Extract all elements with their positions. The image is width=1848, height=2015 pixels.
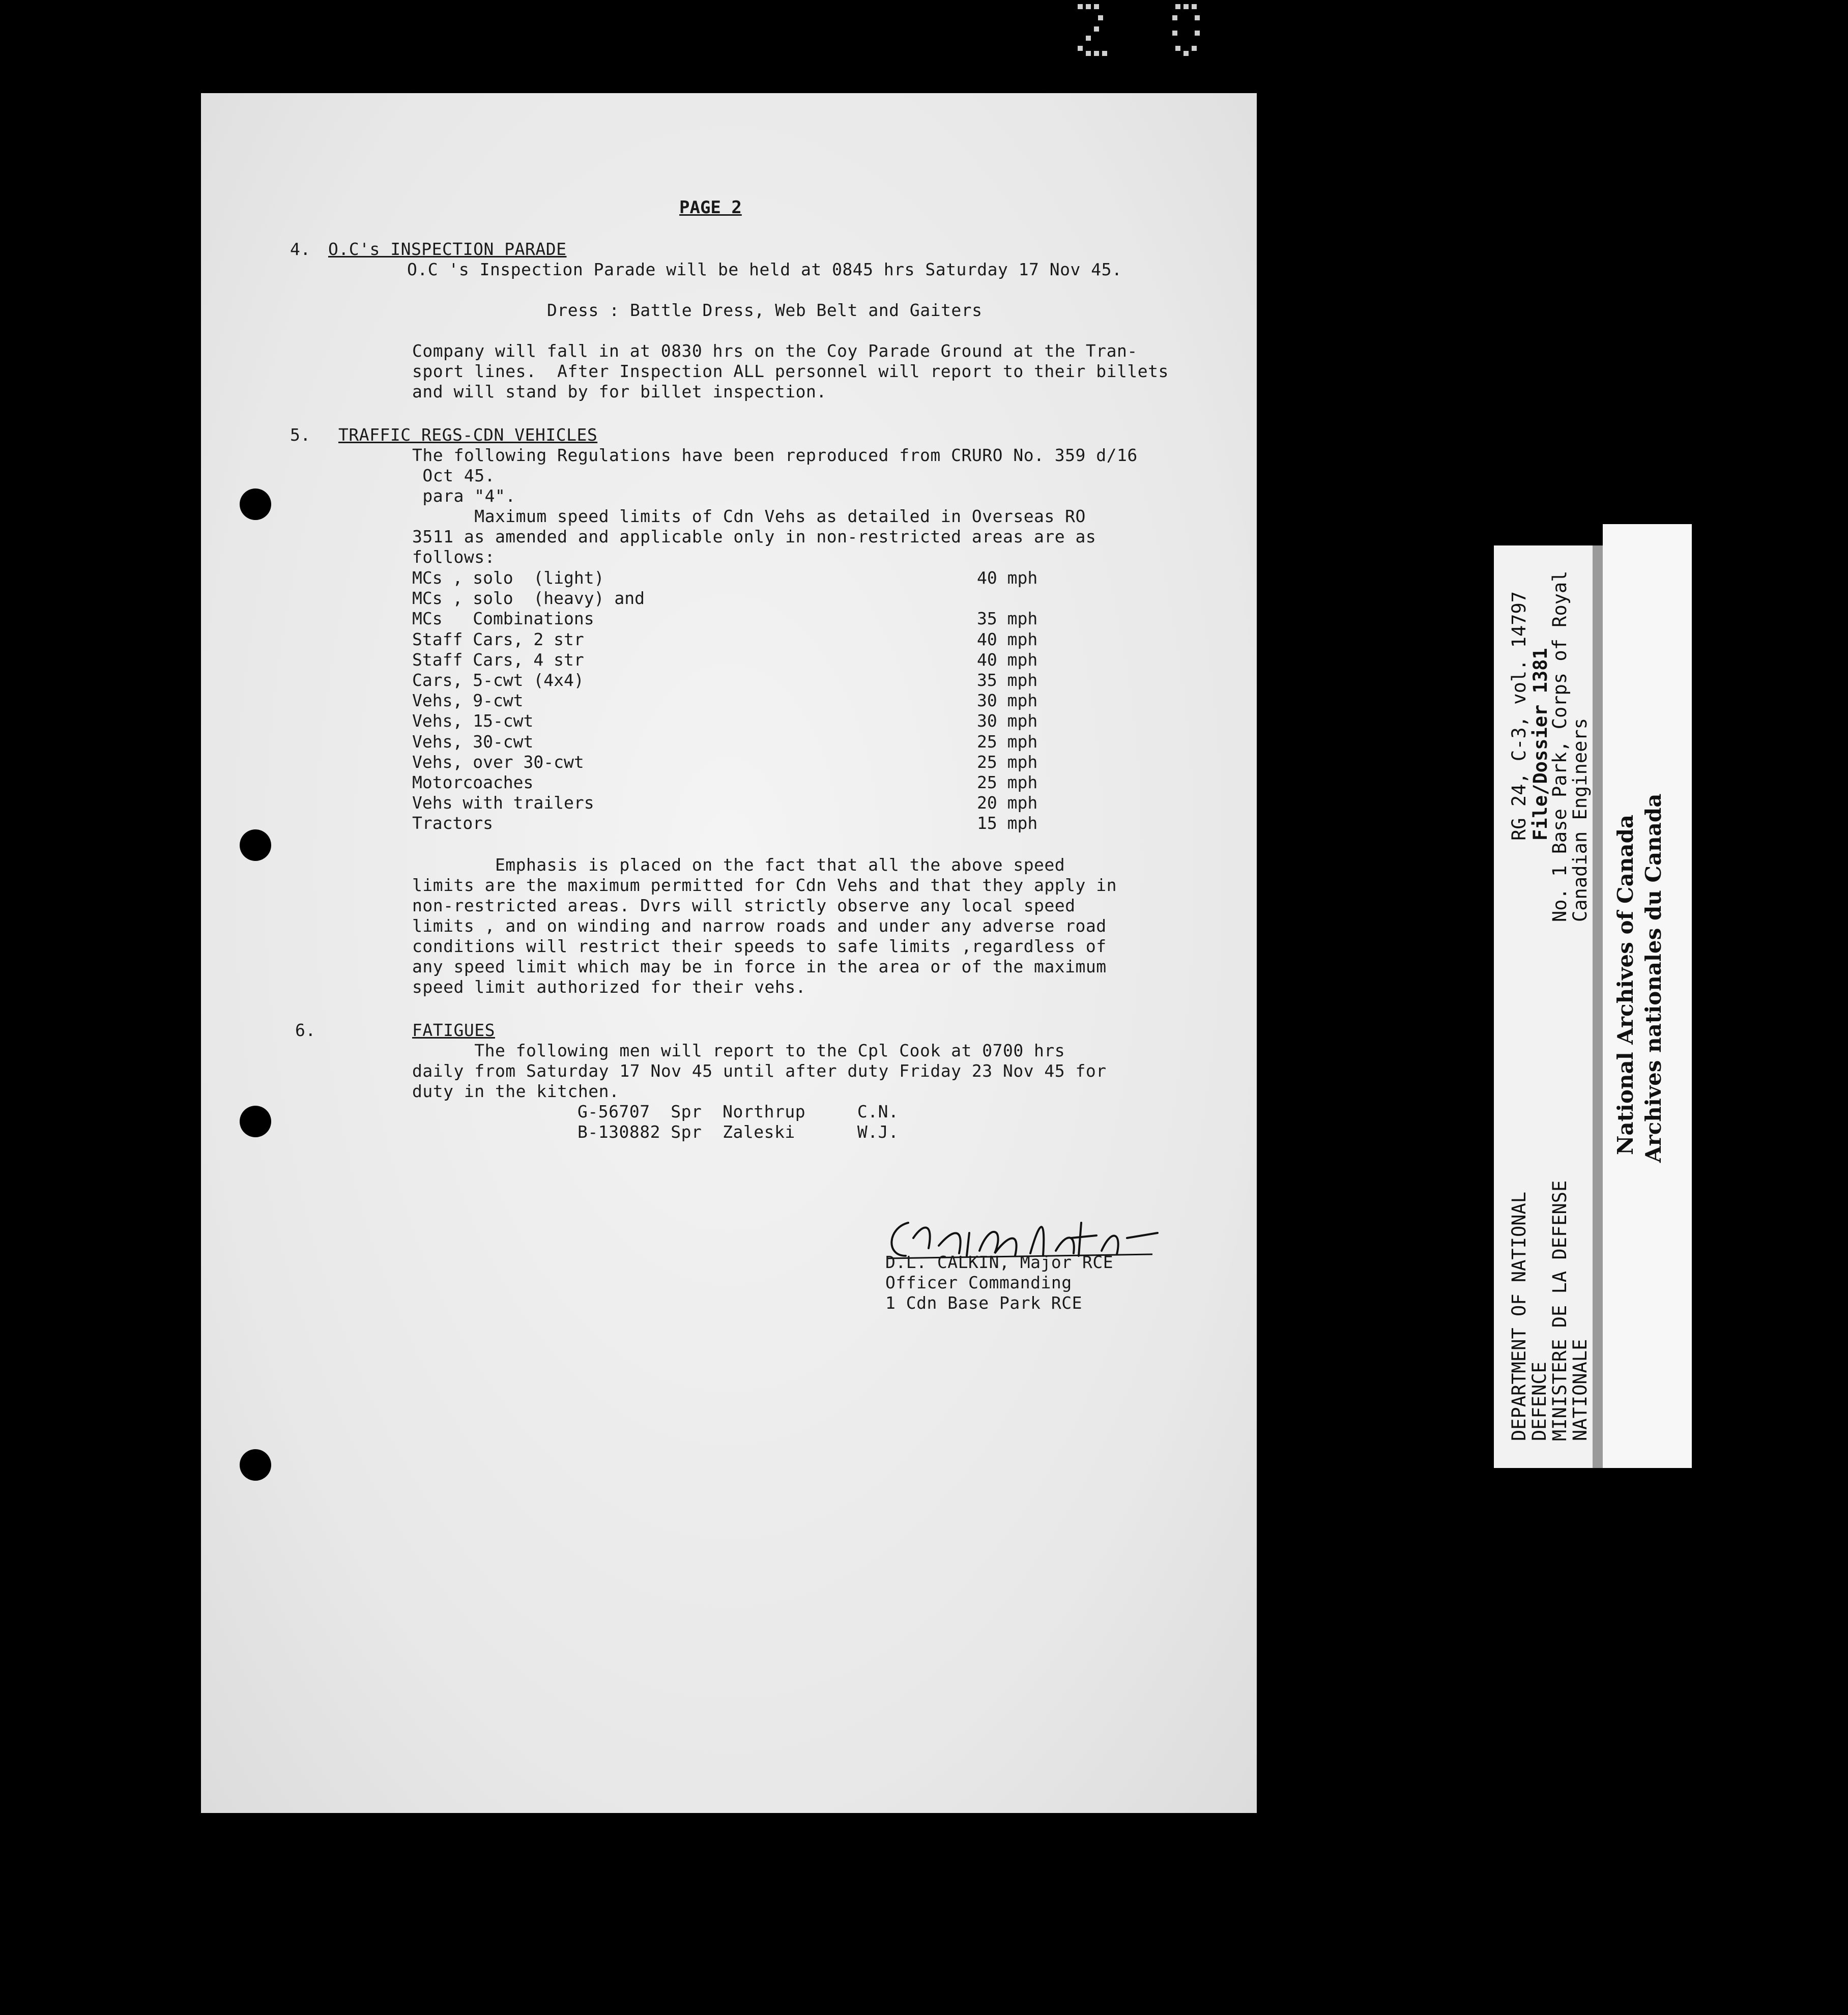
speed-limit: 20 mph	[977, 793, 1038, 813]
section-text: conditions will restrict their speeds to safe limits ,regardless of	[412, 936, 1107, 956]
signatory-unit: 1 Cdn Base Park RCE	[885, 1293, 1082, 1313]
fatigue-man: G-56707 Spr Northrup C.N.	[578, 1102, 899, 1121]
archives-label	[1603, 524, 1692, 1468]
vehicle-type: Cars, 5-cwt (4x4)	[412, 670, 584, 690]
section-text: The following Regulations have been reproduced from CRURO No. 359 d/16	[412, 445, 1138, 465]
signatory-title: Officer Commanding	[885, 1273, 1072, 1292]
dress-line: Dress : Battle Dress, Web Belt and Gaiters	[547, 300, 983, 320]
file-dossier-line: File/Dossier 1381	[1529, 648, 1551, 841]
section-text: follows:	[412, 547, 495, 567]
speed-limit: 40 mph	[977, 629, 1038, 649]
department-line: DEFENCE	[1528, 1362, 1550, 1441]
punch-hole	[240, 1449, 271, 1481]
vehicle-type: Vehs, over 30-cwt	[412, 752, 584, 772]
table-row	[412, 609, 1053, 629]
table-row	[412, 629, 1053, 650]
table-row	[412, 670, 1053, 690]
section-heading: FATIGUES	[412, 1020, 495, 1040]
section-text: The following men will report to the Cpl Cook at 0700 hrs	[412, 1041, 1065, 1060]
table-row	[412, 588, 1053, 609]
unit-name-line: No. 1 Base Park, Corps of Royal	[1549, 570, 1571, 922]
speed-limit: 40 mph	[977, 568, 1038, 588]
vehicle-type: Motorcoaches	[412, 772, 534, 792]
punch-hole	[240, 829, 271, 861]
section-text: 3511 as amended and applicable only in non-restricted areas are as	[412, 527, 1096, 546]
punch-hole	[240, 1106, 271, 1137]
section-text: Emphasis is placed on the fact that all the above speed	[412, 855, 1065, 875]
section-text: limits are the maximum permitted for Cdn Vehs and that they apply in	[412, 875, 1117, 895]
table-row	[412, 650, 1053, 670]
speed-limit: 15 mph	[977, 813, 1038, 833]
speed-limit: 35 mph	[977, 670, 1038, 690]
vehicle-type: Vehs, 9-cwt	[412, 690, 524, 711]
speed-limit: 30 mph	[977, 711, 1038, 731]
section-text: para "4".	[412, 486, 516, 506]
section-number: 4.	[290, 239, 311, 259]
section-text: and will stand by for billet inspection.	[412, 382, 827, 401]
section-text: duty in the kitchen.	[412, 1081, 620, 1101]
vehicle-type: Vehs with trailers	[412, 793, 594, 813]
archives-name-fr: Archives nationales du Canada	[1641, 793, 1666, 1163]
section-text: daily from Saturday 17 Nov 45 until after duty Friday 23 Nov 45 for	[412, 1061, 1107, 1081]
table-row	[412, 813, 1053, 833]
speed-limit: 35 mph	[977, 609, 1038, 629]
department-line: MINISTERE DE LA DEFENSE	[1549, 1180, 1571, 1441]
record-group-line: RG 24, C-3, vol. 14797	[1508, 591, 1530, 841]
vehicle-type: MCs Combinations	[412, 609, 594, 629]
signatory-name: D.L. CALKIN, Major RCE	[885, 1252, 1114, 1272]
speed-limit: 25 mph	[977, 752, 1038, 772]
unit-name-line: Canadian Engineers	[1569, 718, 1591, 922]
page-number: PAGE 2	[679, 197, 742, 218]
section-text: Company will fall in at 0830 hrs on the Coy Parade Ground at the Tran-	[412, 341, 1138, 361]
speed-limit: 25 mph	[977, 731, 1038, 752]
vehicle-type: Staff Cars, 4 str	[412, 649, 584, 670]
table-row	[412, 568, 1053, 588]
section-text: non-restricted areas. Dvrs will strictly observe any local speed	[412, 896, 1076, 915]
vehicle-type: Vehs, 30-cwt	[412, 731, 534, 752]
table-row	[412, 752, 1053, 772]
archives-name-en: National Archives of Canada	[1613, 814, 1638, 1155]
frame-number-mark	[1074, 0, 1226, 61]
table-row	[412, 690, 1053, 711]
vehicle-type: Tractors	[412, 813, 493, 833]
department-line: NATIONALE	[1569, 1339, 1591, 1441]
section-heading: O.C's INSPECTION PARADE	[328, 239, 567, 259]
fatigue-man: B-130882 Spr Zaleski W.J.	[578, 1122, 899, 1142]
department-line: DEPARTMENT OF NATIONAL	[1508, 1191, 1530, 1441]
section-number: 6.	[295, 1020, 316, 1040]
section-text: any speed limit which may be in force in the area or of the maximum	[412, 957, 1107, 976]
punch-hole	[240, 488, 271, 520]
section-text: Maximum speed limits of Cdn Vehs as detailed in Overseas RO	[412, 506, 1086, 526]
vehicle-type: Vehs, 15-cwt	[412, 711, 534, 731]
section-number: 5.	[290, 425, 311, 445]
table-row	[412, 772, 1053, 793]
section-heading: TRAFFIC REGS-CDN VEHICLES	[338, 425, 598, 445]
table-row	[412, 793, 1053, 813]
section-text: Oct 45.	[412, 466, 495, 485]
table-row	[412, 711, 1053, 731]
vehicle-type: MCs , solo (light)	[412, 568, 604, 588]
section-text: sport lines. After Inspection ALL personnel will report to their billets	[412, 361, 1169, 381]
document-page	[201, 93, 1257, 1813]
section-text: speed limit authorized for their vehs.	[412, 977, 806, 997]
vehicle-type: Staff Cars, 2 str	[412, 629, 584, 649]
vehicle-type: MCs , solo (heavy) and	[412, 588, 645, 609]
table-row	[412, 732, 1053, 752]
speed-limit: 40 mph	[977, 649, 1038, 670]
speed-limit: 30 mph	[977, 690, 1038, 711]
section-text: O.C 's Inspection Parade will be held at 0845 hrs Saturday 17 Nov 45.	[407, 260, 1122, 279]
label-divider	[1593, 545, 1603, 1468]
section-text: limits , and on winding and narrow roads and under any adverse road	[412, 916, 1107, 936]
speed-limit-table	[412, 568, 1053, 833]
speed-limit: 25 mph	[977, 772, 1038, 792]
